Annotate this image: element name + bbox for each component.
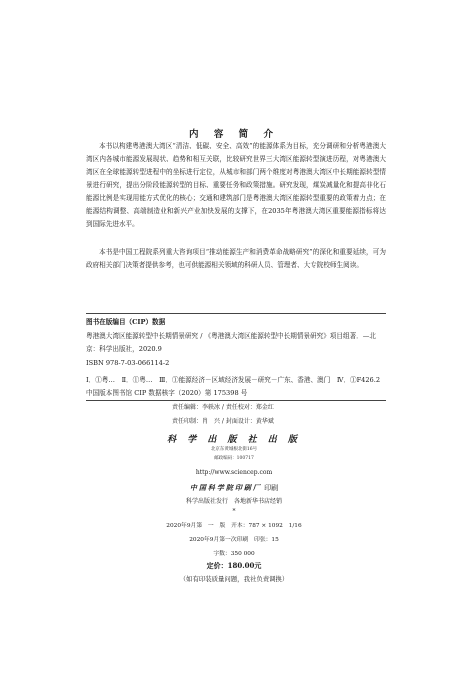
cip-top-rule xyxy=(86,313,386,314)
quality-note: （如有印装质量问题，我社负责调换） xyxy=(179,575,289,583)
staff-production: 责任印制：肖 兴 / 封面设计：黄华斌 xyxy=(172,418,274,425)
printer-name: 中国科学院印刷厂 xyxy=(189,483,262,492)
page-title: 内 容 简 介 xyxy=(189,129,279,140)
word-count: 字数：350 000 xyxy=(213,551,255,557)
cip-classification: Ⅰ．①粤… Ⅱ．①粤… Ⅲ．①能源经济－区域经济发展－研究－广东、香港、澳门 Ⅳ．①F426.2 xyxy=(86,376,381,384)
intro-paragraph-2: 本书是中国工程院系列重大咨询项目“推动能源生产和消费革命战略研究”的深化和重要延续，可为政府相关部门决策者提供参考，也可供能源相关领域的科研人员、管理者、大专院校师生阅读。 xyxy=(86,248,386,269)
price-label: 定价： xyxy=(206,561,228,570)
printing-line: 2020年9月第一次印刷 印张：15 xyxy=(189,537,279,543)
publisher-name: 科 学 出 版 社 出 版 xyxy=(167,435,301,445)
edition-line: 2020年9月第 一 版 开本：787 × 1092 1/16 xyxy=(166,523,302,529)
publisher-postcode: 邮政编码：100717 xyxy=(214,456,254,461)
cip-bottom-rule xyxy=(86,400,386,401)
printer-line xyxy=(0,483,468,493)
cip-heading: 图书在版编目（CIP）数据 xyxy=(86,318,166,326)
publisher-address: 北京东黄城根北街16号 xyxy=(210,447,258,452)
price-value: 180.00元 xyxy=(227,561,262,570)
distribution-line: 科学出版社发行 各地新华书店经销 xyxy=(185,498,282,505)
printer-suffix: 印刷 xyxy=(261,484,279,492)
intro-paragraph-1: 本书以构建粤港澳大湾区“清洁、低碳、安全、高效”的能源体系为目标，充分调研和分析粤港澳大湾区内各城市能源发展现状、趋势和相互关联，比较研究世界三大湾区能源转型演进历程，对粤港澳大湾区在全球能源转型进程中的坐标进行定位，从城市和部门两个维度对粤港澳大湾区中长期能源转型情景进行研究，提出分阶段能源转型的目标、重要任务和政策措施。研究发现，煤炭减量化和提高非化石能源比例是实现用能方式优化的核心；交通和建筑部门是粤港澳大湾区能源转型重要的政策着力点；在能源结构调整、高端制造业和新兴产业加快发展的支撑下，在2035年粤港澳大湾区重要能源指标将达到国际先进水平。 xyxy=(86,142,386,228)
publisher-url: http://www.sciencep.com xyxy=(195,469,273,476)
separator-star: * xyxy=(232,508,236,515)
cip-description: 粤港澳大湾区能源转型中长期情景研究 / 《粤港澳大湾区能源转型中长期情景研究》项目组著．—北京：科学出版社，2020.9 xyxy=(86,332,376,353)
cip-record-number: 中国版本图书馆 CIP 数据核字（2020）第 175398 号 xyxy=(86,389,248,397)
cip-isbn: ISBN 978-7-03-066114-2 xyxy=(86,359,170,367)
staff-editors: 责任编辑：李轶冰 / 责任校对：郑金红 xyxy=(172,404,274,411)
price-line xyxy=(0,561,468,571)
